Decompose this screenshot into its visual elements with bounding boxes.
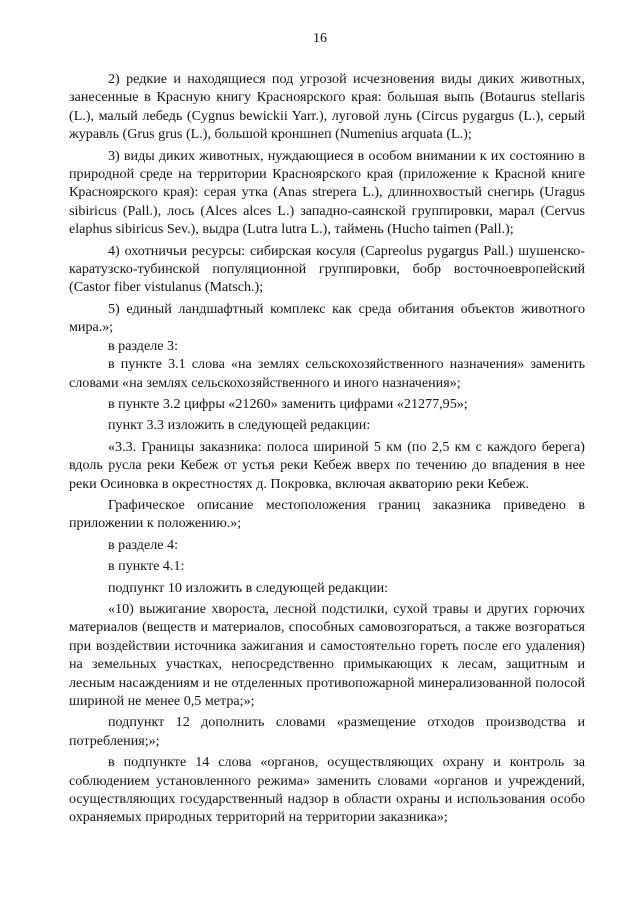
- paragraph-point-3-2: в пункте 3.2 цифры «21260» заменить цифрами «21277,95»;: [108, 395, 468, 412]
- paragraph-point-3-3-text: «3.3. Границы заказника: полоса шириной 5 км (по 2,5 км с каждого берега) вдоль русла реки Кебеж от устья реки Кебеж вверх по течению до впадения в нее реки Осиновка в окрестностях д. Покровка, включая акваторию реки Кебеж.: [69, 438, 585, 492]
- paragraph-species-attention: 3) виды диких животных, нуждающиеся в особом внимании к их состоянию в природной среде на территории Красноярского края (приложение к Красной книге Красноярского края): серая утка (Anas strepera L.), длиннохвостый снегирь (Uragus sibiricus (Pall.), лось (Alces alces L.) западно-саянской группировки, марал (Cervus elaphus sibiricus Sev.), выдра (Lutra lutra L.), таймень (Hucho taimen (Pall.);: [69, 147, 585, 238]
- paragraph-subpoint-10-intro: подпункт 10 изложить в следующей редакции:: [108, 579, 389, 596]
- document-body: [69, 70, 585, 827]
- paragraph-subpoint-10-text: «10) выжигание хвороста, лесной подстилки, сухой травы и других горючих материалов (веществ и материалов, способных самовозгораться, а также возгораться при воздействии источника зажигания и самостоятельно гореть после его удаления) на земельных участках, непосредственно примыкающих к лесам, защитным и лесным насаждениям и не отделенных противопожарной минерализованной полосой шириной не менее 0,5 метра;»;: [69, 600, 585, 709]
- page-number: 16: [313, 31, 327, 46]
- paragraph-section-3: в разделе 3:: [108, 337, 178, 354]
- paragraph-landscape-complex: 5) единый ландшафтный комплекс как среда обитания объектов животного мира.»;: [69, 300, 585, 336]
- paragraph-point-3-3-intro: пункт 3.3 изложить в следующей редакции:: [108, 417, 371, 434]
- paragraph-hunting-resources: 4) охотничьи ресурсы: сибирская косуля (Capreolus pygargus Pall.) шушенско-каратузско-тубинской популяционной группировки, бобр восточноевропейский (Castor fiber vistulanus (Matsch.);: [69, 242, 585, 296]
- paragraph-point-3-1: в пункте 3.1 слова «на землях сельскохозяйственного назначения» заменить словами «на землях сельскохозяйственного и иного назначения»;: [69, 356, 585, 391]
- paragraph-subpoint-12: подпункт 12 дополнить словами «размещение отходов производства и потребления;»;: [69, 714, 585, 749]
- paragraph-graphic-description: Графическое описание местоположения границ заказника приведено в приложении к положению.»;: [69, 496, 585, 532]
- paragraph-point-4-1: в пункте 4.1:: [108, 558, 185, 575]
- paragraph-section-4: в разделе 4:: [108, 536, 178, 553]
- paragraph-subpoint-14: в подпункте 14 слова «органов, осуществляющих охрану и контроль за соблюдением установленного режима» заменить словами «органов и учреждений, осуществляющих государственный надзор в области охраны и использования особо охраняемых природных территорий на территории заказника»;: [69, 754, 585, 826]
- paragraph-rare-species: 2) редкие и находящиеся под угрозой исчезновения виды диких животных, занесенные в Красную книгу Красноярского края: большая выпь (Botaurus stellaris (L.), малый лебедь (Cygnus bewickii Yarr.), луговой лунь (Circus pygargus (L.), серый журавль (Grus grus (L.), большой кроншнеп (Numenius arquata (L.);: [69, 71, 585, 143]
